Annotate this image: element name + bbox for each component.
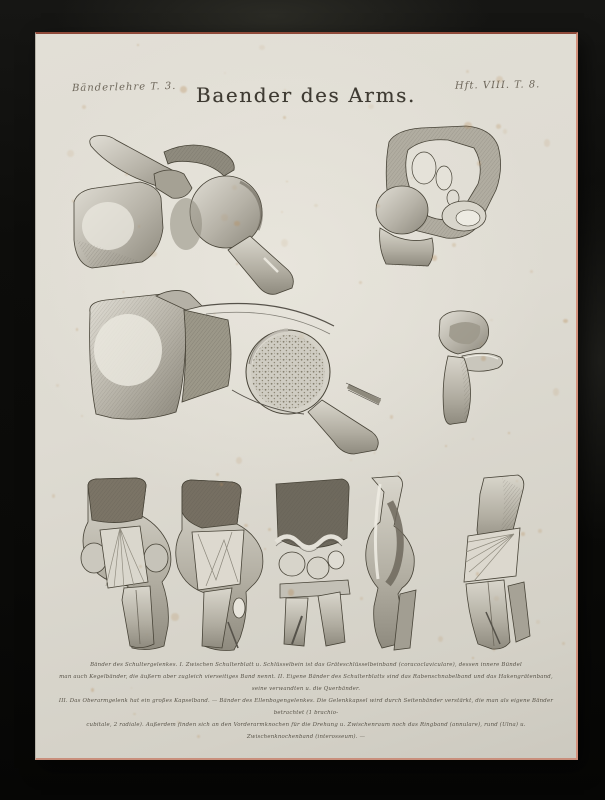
plate-caption [58, 659, 554, 743]
figure-elbow-opened [276, 479, 350, 646]
series-handwriting: Bänderlehre T. 3. [71, 80, 177, 95]
caption-line: cubitale, 2 radiale). Außerdem finden sich an den Vorderarmknochen für die Drehung u. Zwischenraum noch das Ringband (annulare), rund (Ulna) u. Zwischenknochenband (interosseum). — [86, 722, 526, 740]
caption-line: Bänder des Schultergelenkes. I. Zwischen Schulterblatt u. Schlüsselbein ist das Gräteschlüsselbeinband (coracoclaviculare), dessen innere Bündel [90, 662, 522, 668]
figure-elbow-anterior-1 [81, 478, 171, 650]
figure-shoulder-socket [376, 126, 501, 267]
plate-paper [35, 32, 578, 760]
figure-elbow-anterior-2 [176, 480, 263, 651]
plate-title: Baender des Arms. [196, 83, 416, 107]
plate-number-handwriting: Hft. VIII. T. 8. [454, 79, 541, 92]
figure-shoulder-section [90, 290, 381, 454]
anatomical-figures [36, 34, 579, 762]
caption-line: man auch Kegelbänder, die äußern aber zugleich vierseitiges Band nennt. II. Eigene Bänder des Schulterblatts sind das Rabenschnabelband und das Hakengrätenband, seine verwandten u. die Querbänder. [59, 674, 553, 692]
figure-radius-annular [439, 311, 503, 424]
caption-line: III. Das Oberarmgelenk hat ein großes Kapselband. — Bänder des Ellenbogengelenkes. Die Gelenkkapsel wird durch Seitenbänder verstärkt, die man als eigene Bänder betrachtet (1 brachio- [58, 698, 554, 716]
figure-elbow-lateral [464, 475, 530, 649]
figure-shoulder-front [74, 136, 293, 295]
figure-elbow-medial [366, 476, 416, 650]
